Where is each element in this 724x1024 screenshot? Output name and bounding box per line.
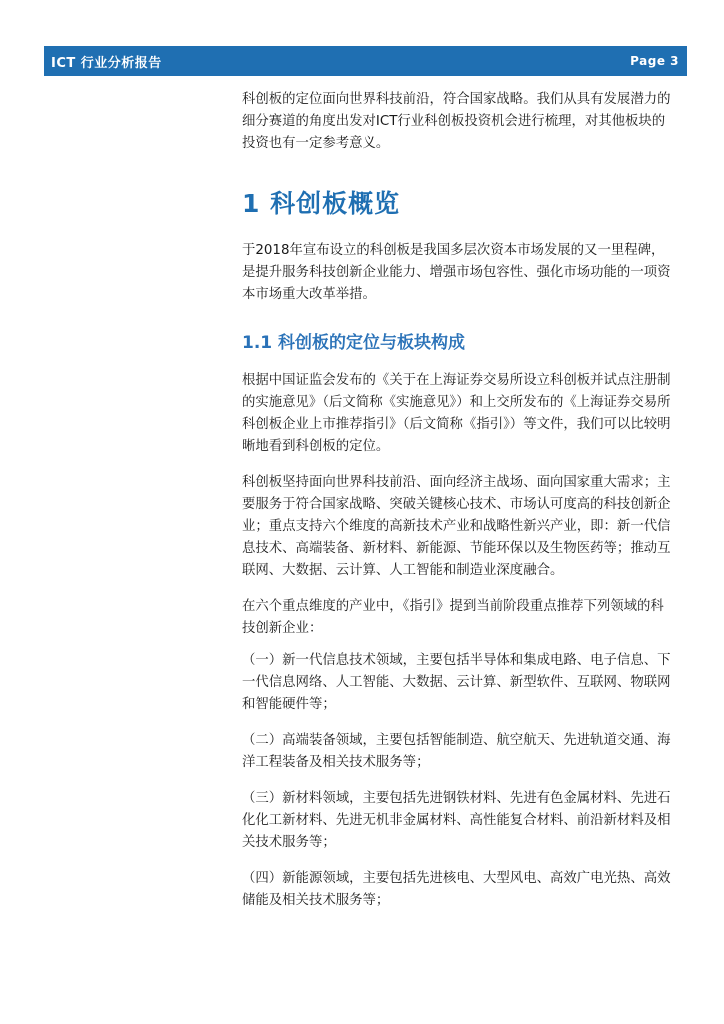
section-heading-1-1: 1.1 科创板的定位与板块构成 (242, 333, 466, 353)
list-item-paragraph: （二）高端装备领域，主要包括智能制造、航空航天、先进轨道交通、海洋工程装备及相关技术服务等； (242, 733, 671, 770)
body-paragraph: 根据中国证监会发布的《关于在上海证券交易所设立科创板并试点注册制的实施意见》（后文简称《实施意见》）和上交所发布的《上海证券交易所科创板企业上市推荐指引》（后文简称《指引》）等文件，我们可以比较明晰地看到科创板的定位。 (242, 373, 671, 454)
body-paragraph: 科创板坚持面向世界科技前沿、面向经济主战场、面向国家重大需求；主要服务于符合国家战略、突破关键核心技术、市场认可度高的科技创新企业；重点支持六个维度的高新技术产业和战略性新兴产业，即：新一代信息技术、高端装备、新材料、新能源、节能环保以及生物医药等；推动互联网、大数据、云计算、人工智能和制造业深度融合。 (242, 475, 671, 578)
intro-paragraph: 科创板的定位面向世界科技前沿，符合国家战略。我们从具有发展潜力的细分赛道的角度出发对ICT行业科创板投资机会进行梳理，对其他板块的投资也有一定参考意义。 (242, 92, 671, 151)
body-paragraph: 在六个重点维度的产业中，《指引》提到当前阶段重点推荐下列领域的科技创新企业： (242, 599, 664, 636)
list-item-paragraph: （四）新能源领域，主要包括先进核电、大型风电、高效广电光热、高效储能及相关技术服务等； (242, 871, 671, 908)
page-number: Page 3 (630, 54, 679, 68)
section-heading-1: 1 科创板概览 (242, 189, 401, 218)
section-1-paragraph: 于2018年宣布设立的科创板是我国多层次资本市场发展的又一里程碑，是提升服务科技创新企业能力、增强市场包容性、强化市场功能的一项资本市场重大改革举措。 (242, 243, 671, 302)
report-title: ICT 行业分析报告 (51, 55, 162, 71)
list-item-paragraph: （一）新一代信息技术领域，主要包括半导体和集成电路、电子信息、下一代信息网络、人工智能、大数据、云计算、新型软件、互联网、物联网和智能硬件等； (242, 653, 671, 712)
page-header (44, 46, 687, 76)
list-item-paragraph: （三）新材料领域，主要包括先进钢铁材料、先进有色金属材料、先进石化化工新材料、先进无机非金属材料、高性能复合材料、前沿新材料及相关技术服务等； (242, 791, 671, 850)
main-content (242, 89, 674, 926)
